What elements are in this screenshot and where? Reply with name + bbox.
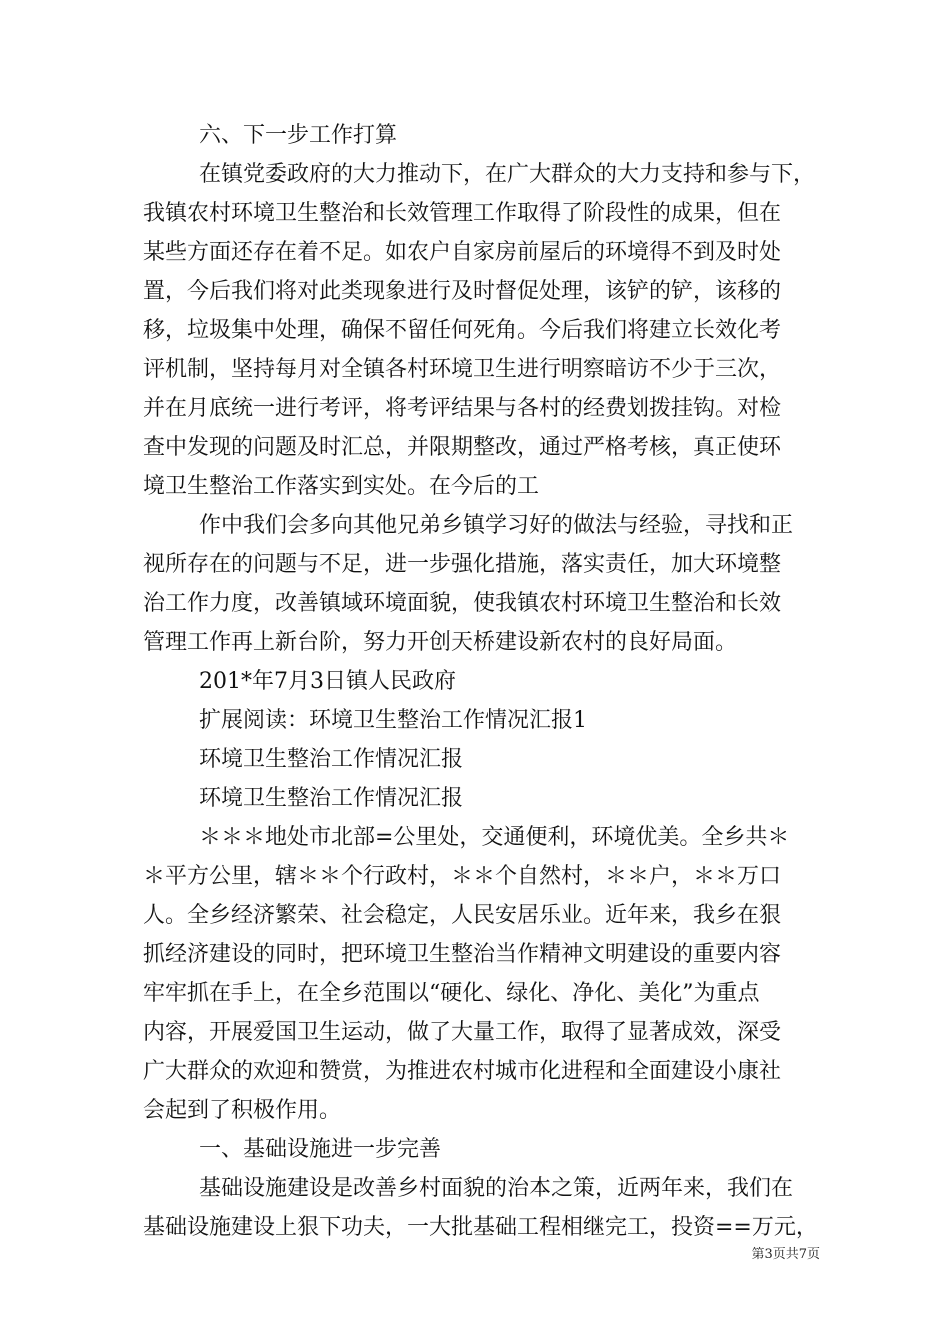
report-title: 环境卫生整治工作情况汇报 — [199, 747, 464, 772]
paragraph-line: 基础设施建设上狠下功夫，一大批基础工程相继完工，投资==万元， — [143, 1215, 818, 1240]
extended-reading-line: 扩展阅读：环境卫生整治工作情况汇报1 — [199, 708, 587, 733]
report-title: 环境卫生整治工作情况汇报 — [199, 786, 464, 811]
paragraph-line: 评机制，坚持每月对全镇各村环境卫生进行明察暗访不少于三次， — [143, 357, 782, 382]
paragraph-line: 牢牢抓在手上，在全乡范围以“硬化、绿化、净化、美化”为重点 — [143, 981, 760, 1006]
paragraph-line: 某些方面还存在着不足。如农户自家房前屋后的环境得不到及时处 — [143, 240, 782, 265]
page-number: 第3页共7页 — [751, 1247, 820, 1262]
paragraph-line: 内容，开展爱国卫生运动，做了大量工作，取得了显著成效，深受 — [143, 1020, 782, 1045]
paragraph-line: ＊平方公里，辖＊＊个行政村，＊＊个自然村，＊＊户，＊＊万口 — [143, 864, 782, 889]
paragraph-line: 查中发现的问题及时汇总，并限期整改，通过严格考核，真正使环 — [143, 435, 782, 460]
section-heading: 六、下一步工作打算 — [199, 123, 398, 148]
paragraph-line: 基础设施建设是改善乡村面貌的治本之策，近两年来，我们在 — [199, 1176, 794, 1201]
paragraph-line: 作中我们会多向其他兄弟乡镇学习好的做法与经验，寻找和正 — [199, 513, 794, 538]
paragraph-line: 人。全乡经济繁荣、社会稳定，人民安居乐业。近年来，我乡在狠 — [143, 903, 782, 928]
paragraph-line: 境卫生整治工作落实到实处。在今后的工 — [143, 474, 540, 499]
paragraph-line: 在镇党委政府的大力推动下，在广大群众的大力支持和参与下， — [199, 162, 816, 187]
paragraph-line: 视所存在的问题与不足，进一步强化措施，落实责任，加大环境整 — [143, 552, 782, 577]
paragraph-line: 我镇农村环境卫生整治和长效管理工作取得了阶段性的成果，但在 — [143, 201, 782, 226]
paragraph-line: 并在月底统一进行考评，将考评结果与各村的经费划拨挂钩。对检 — [143, 396, 782, 421]
paragraph-line: 广大群众的欢迎和赞赏，为推进农村城市化进程和全面建设小康社 — [143, 1059, 782, 1084]
paragraph-line: ＊＊＊地处市北部=公里处，交通便利，环境优美。全乡共＊ — [199, 825, 790, 850]
paragraph-line: 会起到了积极作用。 — [143, 1098, 342, 1123]
paragraph-line: 抓经济建设的同时，把环境卫生整治当作精神文明建设的重要内容 — [143, 942, 782, 967]
paragraph-line: 置，今后我们将对此类现象进行及时督促处理，该铲的铲，该移的 — [143, 279, 782, 304]
section-heading: 一、基础设施进一步完善 — [199, 1137, 442, 1162]
signature-date-line: 201*年7月3日镇人民政府 — [199, 669, 456, 694]
paragraph-line: 移，垃圾集中处理，确保不留任何死角。今后我们将建立长效化考 — [143, 318, 782, 343]
paragraph-line: 管理工作再上新台阶，努力开创天桥建设新农村的良好局面。 — [143, 630, 738, 655]
paragraph-line: 治工作力度，改善镇域环境面貌，使我镇农村环境卫生整治和长效 — [143, 591, 782, 616]
